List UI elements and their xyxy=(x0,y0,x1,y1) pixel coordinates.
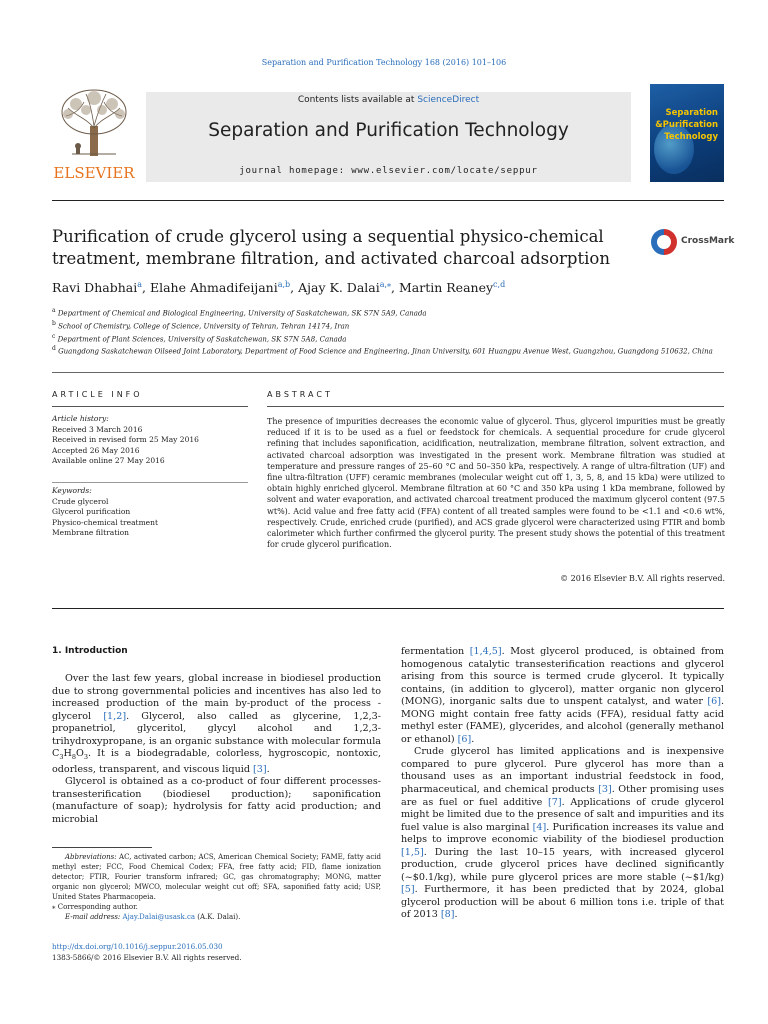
abbreviations-text: AC, activated carbon; ACS, American Chemical Society; FAME, fatty acid methyl ester; FCC, Food Chemical Codex; FFA, free fatty acid; FID, flame ionization detector; FTIR, Fourier transform infrared; GC, gas chromatography; MONG, matter organic non glycerol; MWCO, molecular weight cut off; SFA, saponified fatty acid; USP, United States Pharmacopeia. xyxy=(52,853,381,901)
citation-ref[interactable]: [5] xyxy=(401,884,415,896)
doi-link[interactable]: http://dx.doi.org/10.1016/j.seppur.2016.05.030 xyxy=(52,942,223,951)
citation-ref[interactable]: [7] xyxy=(548,796,562,808)
corresponding-author-note: ⁎ Corresponding author. xyxy=(52,903,138,911)
paper-title xyxy=(52,226,642,270)
contents-prefix: Contents lists available at xyxy=(297,95,418,105)
text-run: . Applications of crude glycerol might be limited due to the presence of salt and impurities and its fuel value is also marginal xyxy=(401,796,724,833)
affiliation-text: Department of Plant Sciences, University of Saskatchewan, SK S7N 5A8, Canada xyxy=(57,334,347,343)
author-affiliation-marker[interactable]: a,⁎ xyxy=(379,280,392,289)
citation-ref[interactable]: [1,5] xyxy=(401,846,424,858)
text-run: . Furthermore, it has been predicted that by 2024, global glycerol production will be about 6 million tons i.e. triple of that of 2013 xyxy=(401,884,724,921)
crossmark-label: CrossMark xyxy=(681,236,735,246)
body-column-left xyxy=(52,673,381,826)
history-item: Available online 27 May 2016 xyxy=(52,456,165,465)
abbreviations-footnote xyxy=(52,852,381,902)
header-divider xyxy=(52,372,724,373)
citation-ref[interactable]: [1,2] xyxy=(103,710,127,722)
citation-ref[interactable]: [4] xyxy=(532,821,547,833)
paragraph xyxy=(52,673,381,776)
affiliations xyxy=(52,306,728,357)
article-info-label: ARTICLE INFO xyxy=(52,390,143,399)
citation-ref[interactable]: [1,4,5] xyxy=(469,646,502,657)
journal-name: Separation and Purification Technology xyxy=(208,120,569,141)
affiliation-item xyxy=(52,332,728,345)
abstract-copyright: © 2016 Elsevier B.V. All rights reserved. xyxy=(560,574,725,583)
author-name[interactable]: Martin Reaney xyxy=(399,280,494,296)
footnote-rule xyxy=(52,847,152,848)
affiliation-item xyxy=(52,319,728,332)
issn-copyright: 1383-5866/© 2016 Elsevier B.V. All rights reserved. xyxy=(52,953,242,962)
citation-ref[interactable]: [8] xyxy=(440,909,455,921)
author-affiliation-marker[interactable]: a,b xyxy=(277,280,291,289)
affiliation-text: School of Chemistry, College of Science, University of Tehran, Tehran 14174, Iran xyxy=(58,322,350,331)
footnotes xyxy=(52,852,381,922)
text-run: . Most glycerol produced, is obtained from homogenous catalytic transesterification reactions and glycerol arising from this source is termed crude glycerol. It typically contains, (in addition to glycerol), matter organic non glycerol (MONG), inorganic salts due to unspent catalyst, and water xyxy=(401,646,724,708)
paragraph: Glycerol is obtained as a co-product of four different processes- transesterification (biodiesel production); saponification (manufacture of soap); hydrolysis for fatty acid production; and microbial xyxy=(52,776,381,825)
cover-title-line-3: Technology xyxy=(664,132,718,142)
article-history xyxy=(52,414,252,467)
journal-masthead xyxy=(52,84,724,188)
keyword-item: Crude glycerol xyxy=(52,496,109,506)
email-link[interactable]: Ajay.Dalai@usask.ca xyxy=(122,913,196,921)
sciencedirect-link[interactable]: ScienceDirect xyxy=(417,95,480,105)
title-line-1: Purification of crude glycerol using a sequential physico-chemical xyxy=(52,227,604,246)
author-affiliation-marker[interactable]: a xyxy=(137,280,142,289)
formula-element: H xyxy=(63,748,72,760)
homepage-prefix: journal homepage: xyxy=(239,166,352,176)
text-run: fermentation xyxy=(401,646,470,657)
affiliation-marker: c xyxy=(52,332,56,340)
formula-element: O xyxy=(76,748,84,760)
keywords-rule xyxy=(52,482,248,483)
elsevier-wordmark: ELSEVIER xyxy=(53,164,135,182)
text-run: . Glycerol, also called as glycerine, 1,2,3- propanetriol, glyceritol, glycyl alcohol and 1,2,3-trihydroxypropane, is an organic substance with molecular formula C xyxy=(52,710,381,760)
text-run: . xyxy=(454,909,458,921)
text-run: Over the last few years, global increase in biodiesel production due to strong governmental policies and incentives has also led to increased production of the main by-product of the process - glycerol xyxy=(52,673,381,722)
author-affiliation-marker[interactable]: c,d xyxy=(493,280,506,289)
email-footnote xyxy=(52,912,381,922)
affiliation-item xyxy=(52,306,728,319)
abstract-rule xyxy=(267,406,724,407)
abstract-label: ABSTRACT xyxy=(267,390,333,399)
masthead-divider xyxy=(52,200,724,201)
text-run: . During the last 10–15 years, with increased glycerol production, crude glycerol prices have declined significantly (~$0.1/kg), while pure glycerol prices are more stable (~$1/kg) xyxy=(401,846,724,883)
journal-title-box xyxy=(146,92,631,182)
keyword-item: Physico-chemical treatment xyxy=(52,517,158,527)
cover-title-line-1: Separation xyxy=(665,108,718,118)
journal-cover-thumbnail[interactable] xyxy=(650,84,724,182)
email-suffix: (A.K. Dalai). xyxy=(195,913,241,921)
citation-ref[interactable]: [3] xyxy=(253,763,267,775)
history-item: Received 3 March 2016 xyxy=(52,424,143,434)
keyword-item: Glycerol purification xyxy=(52,507,131,516)
paragraph xyxy=(401,646,724,746)
section-heading-introduction: 1. Introduction xyxy=(52,646,128,656)
citation-ref[interactable]: [6] xyxy=(457,733,472,745)
title-line-2: treatment, membrane filtration, and activated charcoal adsorption xyxy=(52,249,610,268)
text-run: Crude glycerol has limited applications and is inexpensive compared to pure glycerol. Pure glycerol has more than a thousand uses as an important industrial feedstock in food, pharmaceutical, and chemical products xyxy=(401,746,724,796)
body-column-right xyxy=(401,646,724,922)
affiliation-marker: d xyxy=(52,345,56,353)
keywords xyxy=(52,486,252,539)
citation-ref[interactable]: [3] xyxy=(598,784,612,796)
affiliation-marker: b xyxy=(52,319,56,327)
crossmark-icon-center xyxy=(657,235,671,249)
author-name[interactable]: Elahe Ahmadifeijani xyxy=(149,280,278,296)
affiliation-text: Guangdong Saskatchewan Oilseed Joint Laboratory, Department of Food Science and Engineering, Jinan University, 601 Huangpu Avenue West, Guangzhou, Guangdong 510632, China xyxy=(58,347,713,356)
affiliation-text: Department of Chemical and Biological Engineering, University of Saskatchewan, SK S7N 5A9, Canada xyxy=(57,309,427,318)
text-run: . Other promising uses are as fuel or fuel additive xyxy=(401,784,725,808)
email-label: E-mail address: xyxy=(65,913,121,921)
author-name[interactable]: Ravi Dhabhai xyxy=(52,280,138,296)
homepage-url-link[interactable]: www.elsevier.com/locate/seppur xyxy=(351,166,538,176)
keyword-item: Membrane filtration xyxy=(52,528,129,537)
history-item: Received in revised form 25 May 2016 xyxy=(52,435,199,444)
formula-subscript: 8 xyxy=(71,753,76,762)
paragraph xyxy=(401,746,724,922)
contents-line xyxy=(146,95,631,105)
text-run: . xyxy=(471,733,475,745)
formula-subscript: 3 xyxy=(83,753,89,762)
abbreviations-label: Abbreviations: xyxy=(65,853,117,861)
cover-title-line-2: &Purification xyxy=(655,120,718,130)
citation-ref[interactable]: [6] xyxy=(707,696,721,708)
text-run: . Purification increases its value and helps to improve economic viability of the biodiesel production xyxy=(401,821,724,846)
abstract-text: The presence of impurities decreases the economic value of glycerol. Thus, glycerol impurities must be greatly reduced if it is to be used as a fuel or feedstock for chemicals. A sequential procedure for crude glycerol refining that includes saponification, acidification, neutralization, membrane filtration, solvent extraction, and activated charcoal adsorption was investigated in the present work. Membrane filtration was studied at temperature and pressure ranges of 25–60 °C and 50–350 kPa, respectively. A range of ultra-filtration (UF) and fine ultra-filtration (UFF) ceramic membranes (molecular weight cut off 1, 3, 5, 8, and 15 kDa) were utilized to obtain highly enriched glycerol. Membrane filtration at 60 °C and 350 kPa using 1 kDa membrane, followed by solvent and water evaporation, and activated charcoal treatment produced the maximum glycerol content (97.5 wt%). Acid value and free fatty acid (FFA) content of all treated samples were found to be <1.1 and <0.6 wt%, respectively. Crude, enriched crude (purified), and ACS grade glycerol were characterized using FTIR and bomb calorimeter which further confirmed the glycerol purity. The present study shows the potential of this treatment for crude glycerol purification. xyxy=(267,417,725,550)
crossmark-badge[interactable] xyxy=(651,229,735,255)
author-name[interactable]: Ajay K. Dalai xyxy=(298,280,380,296)
keywords-heading: Keywords: xyxy=(52,486,92,495)
body-divider xyxy=(52,608,724,609)
formula-subscript: 3 xyxy=(59,753,64,762)
history-item: Accepted 26 May 2016 xyxy=(52,445,140,455)
affiliation-item xyxy=(52,344,728,357)
text-run: . It is a biodegradable, colorless, hygroscopic, nontoxic, odorless, transparent, and viscous liquid xyxy=(52,748,381,775)
author-list: Ravi Dhabhai$^a$, Elahe Ahmadifeijani$^{a,b}$, Ajay K. Dalai$^{a,⁎}$, Martin Reaney$^{c,d}$ xyxy=(52,280,506,296)
journal-citation-link[interactable]: Separation and Purification Technology 168 (2016) 101–106 xyxy=(261,58,507,67)
elsevier-tree-icon xyxy=(56,88,132,160)
text-run: . MONG might contain free fatty acids (FFA), residual fatty acid methyl ester (FAME), glycerides, and alcohol (generally methanol or ethanol) xyxy=(401,696,724,745)
history-heading: Article history: xyxy=(52,414,109,423)
elsevier-logo[interactable] xyxy=(52,84,136,184)
article-info-rule xyxy=(52,406,248,407)
journal-homepage-line xyxy=(146,166,631,176)
text-run: . xyxy=(266,763,270,775)
affiliation-marker: a xyxy=(52,307,56,314)
